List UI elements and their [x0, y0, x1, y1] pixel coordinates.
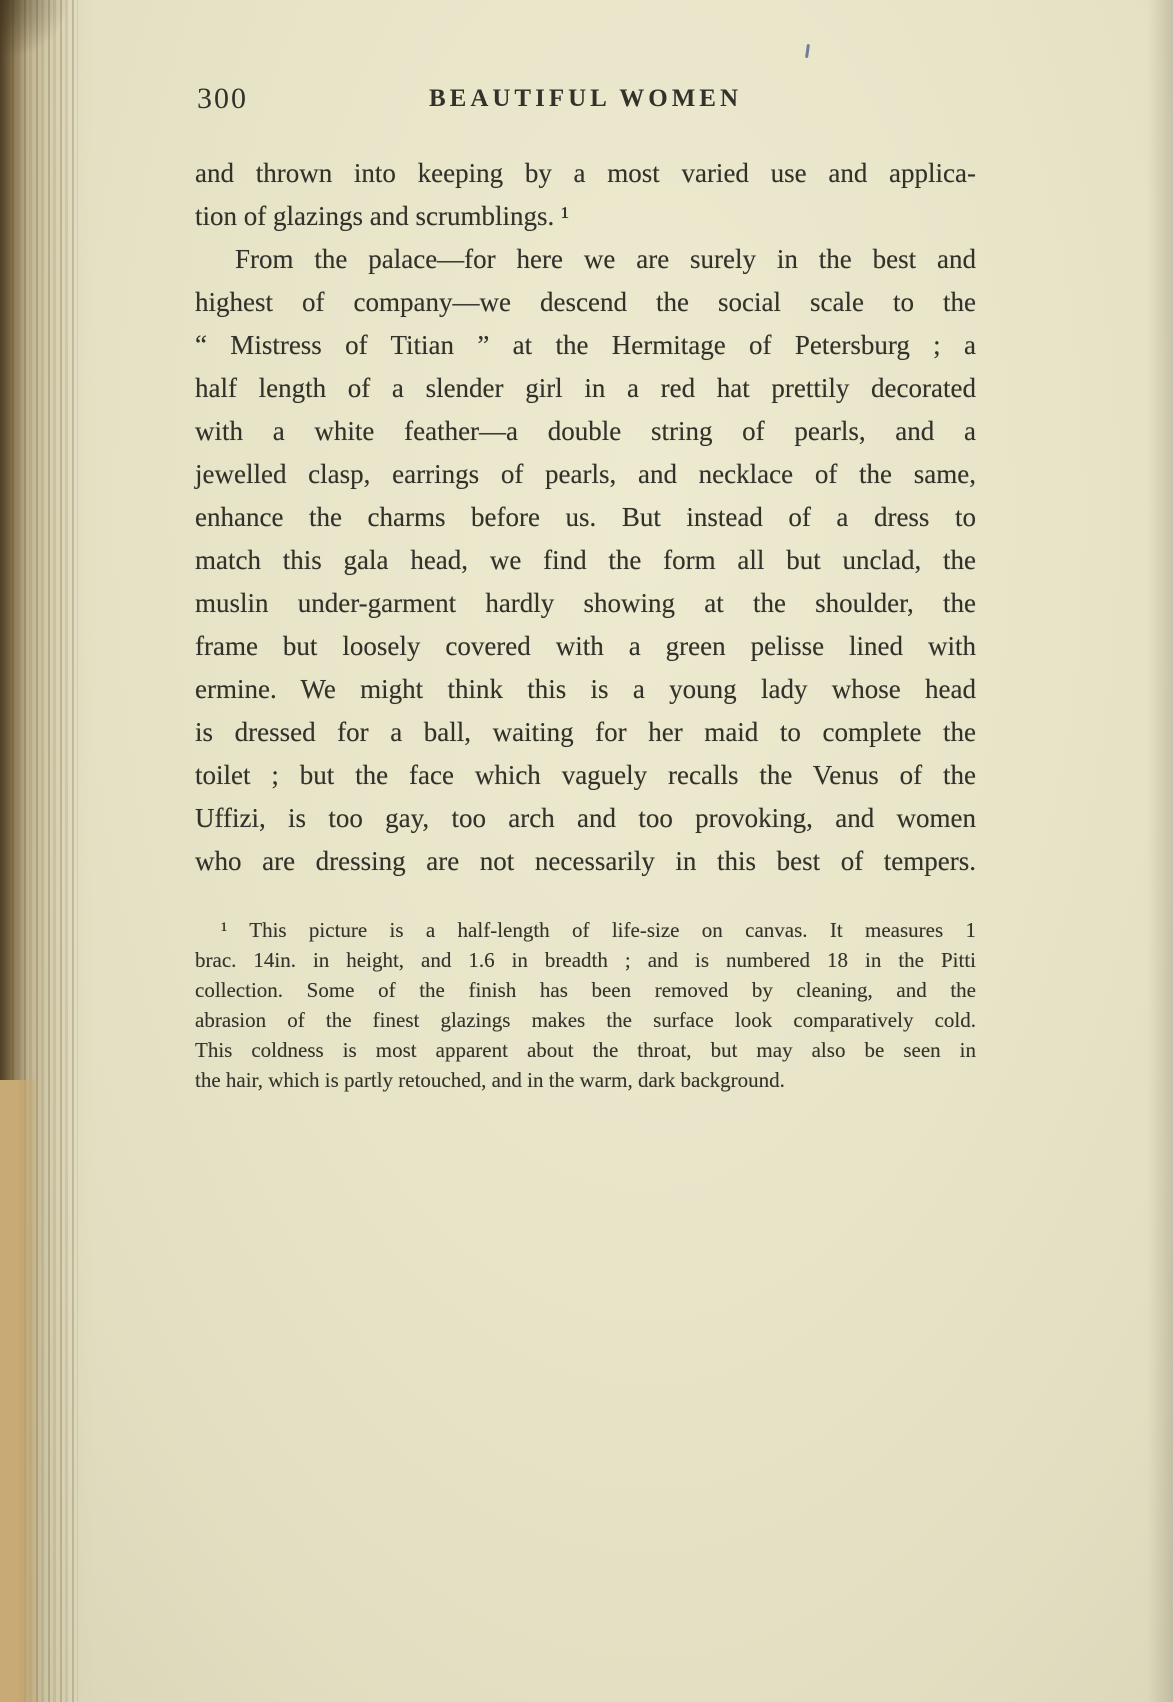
paragraph-2: [195, 238, 976, 883]
scan-corner-shadow: [0, 0, 70, 60]
ink-mark: [805, 44, 810, 58]
text-line: match this gala head, we find the form all but unclad, the: [195, 545, 976, 575]
page-right-shade: [1147, 0, 1173, 1702]
book-edge-bottom: [0, 1080, 40, 1702]
body-text: [195, 152, 976, 883]
text-line: toilet ; but the face which vaguely recalls the Venus of the: [195, 760, 976, 790]
text-line: jewelled clasp, earrings of pearls, and necklace of the same,: [195, 459, 976, 489]
page-content: [195, 82, 976, 1095]
footnote-line: This coldness is most apparent about the throat, but may also be seen in: [195, 1038, 976, 1062]
text-line: tion of glazings and scrumblings. ¹: [195, 201, 570, 231]
text-line: frame but loosely covered with a green pelisse lined with: [195, 631, 976, 661]
text-line: “ Mistress of Titian ” at the Hermitage of Petersburg ; a: [195, 330, 976, 360]
text-line: half length of a slender girl in a red hat prettily decorated: [195, 373, 976, 403]
text-line: enhance the charms before us. But instead of a dress to: [195, 502, 976, 532]
footnote-line: brac. 14in. in height, and 1.6 in breadth ; and is numbered 18 in the Pitti: [195, 948, 976, 972]
text-line: highest of company—we descend the social scale to the: [195, 287, 976, 317]
footnote-line: abrasion of the finest glazings makes the surface look comparatively cold.: [195, 1008, 976, 1032]
text-line: with a white feather—a double string of pearls, and a: [195, 416, 976, 446]
text-line: who are dressing are not necessarily in this best of tempers.: [195, 846, 976, 876]
text-line: and thrown into keeping by a most varied use and applica-: [195, 158, 976, 188]
text-line: Uffizi, is too gay, too arch and too provoking, and women: [195, 803, 976, 833]
text-line: From the palace—for here we are surely in the best and: [235, 244, 976, 274]
footnote-line: collection. Some of the finish has been removed by cleaning, and the: [195, 978, 976, 1002]
text-line: is dressed for a ball, waiting for her maid to complete the: [195, 717, 976, 747]
footnote: [195, 915, 976, 1095]
running-header-title: BEAUTIFUL WOMEN: [428, 85, 743, 112]
page-number: 300: [197, 82, 248, 115]
text-line: ermine. We might think this is a young lady whose head: [195, 674, 976, 704]
paragraph-1: [195, 152, 976, 238]
footnote-line: the hair, which is partly retouched, and in the warm, dark background.: [195, 1068, 785, 1092]
page-header: [195, 82, 976, 126]
footnote-line: ¹ This picture is a half-length of life-size on canvas. It measures 1: [221, 918, 976, 942]
text-line: muslin under-garment hardly showing at the shoulder, the: [195, 588, 976, 618]
